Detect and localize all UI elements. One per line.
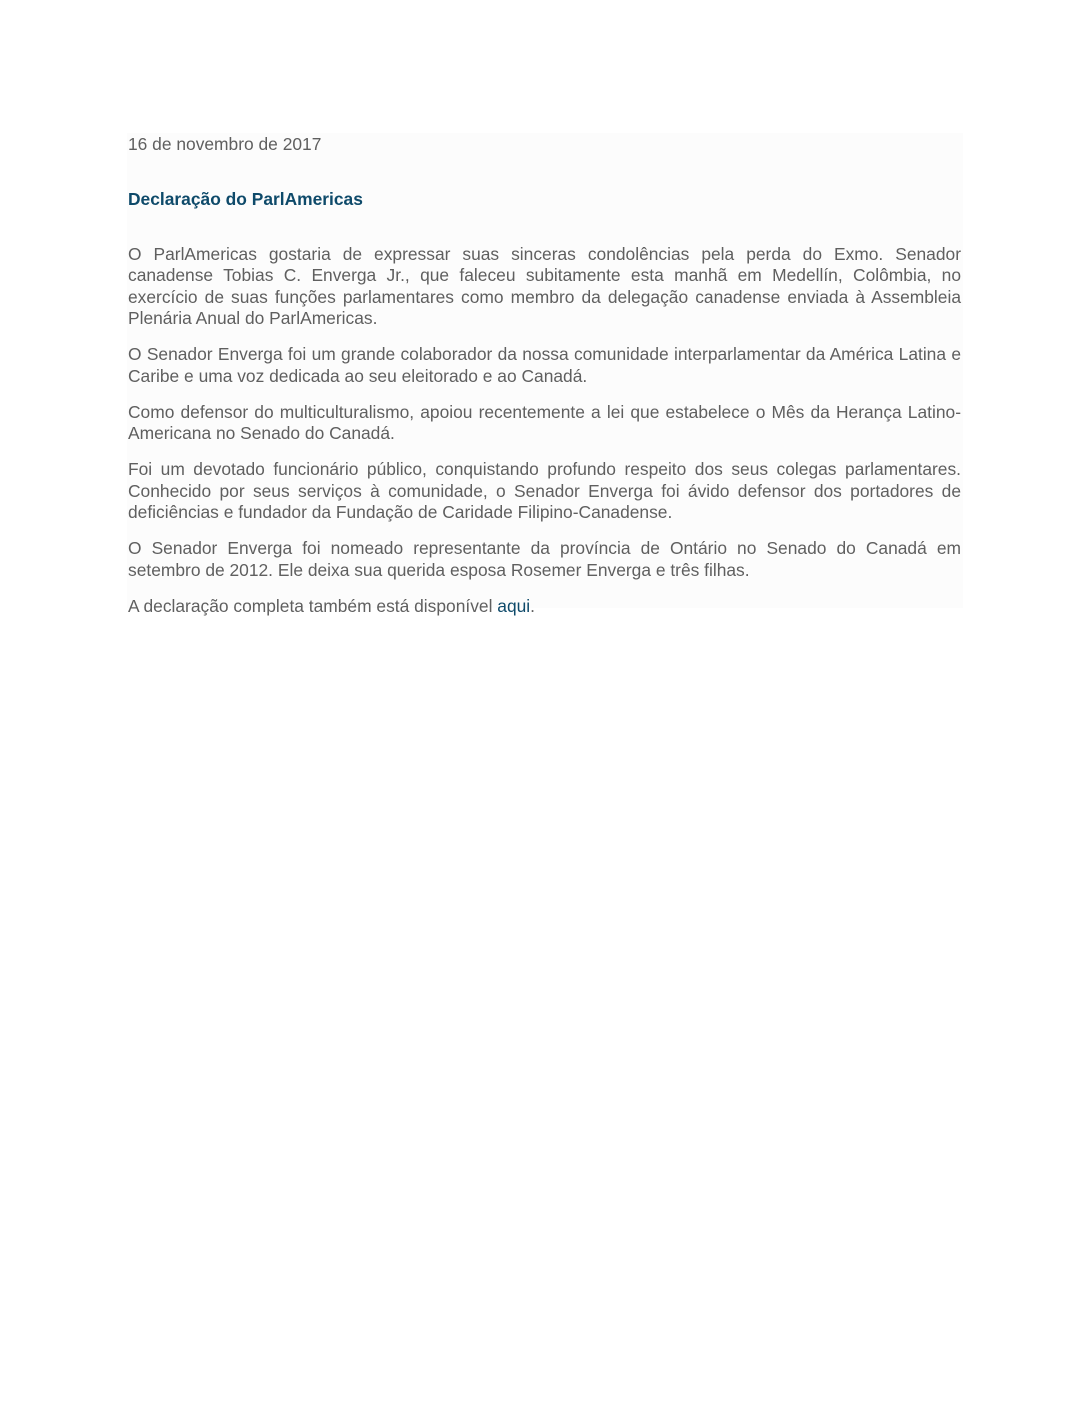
statement-block xyxy=(127,133,963,616)
paragraph-condolences: O ParlAmericas gostaria de expressar suas sinceras condolências pela perda do Exmo. Senador canadense Tobias C. Enverga Jr., que faleceu subitamente esta manhã em Medellín, Colômbia, no exercício de suas funções parlamentares como membro da delegação canadense enviada à Assembleia Plenária Anual do ParlAmericas. xyxy=(128,243,961,328)
statement-title: Declaração do ParlAmericas xyxy=(128,188,363,209)
full-statement-link[interactable]: aqui xyxy=(497,595,531,616)
closing-period: . xyxy=(530,595,536,616)
paragraph-multiculturalism: Como defensor do multiculturalismo, apoiou recentemente a lei que estabelece o Mês da Herança Latino-Americana no Senado do Canadá. xyxy=(128,401,961,443)
statement-date: 16 de novembro de 2017 xyxy=(128,134,322,154)
paragraph-appointment: O Senador Enverga foi nomeado representante da província de Ontário no Senado do Canadá em setembro de 2012. Ele deixa sua querida esposa Rosemer Enverga e três filhas. xyxy=(128,538,961,580)
paragraph-collaborator: O Senador Enverga foi um grande colaborador da nossa comunidade interparlamentar da América Latina e Caribe e uma voz dedicada ao seu eleitorado e ao Canadá. xyxy=(128,344,961,386)
closing-text: A declaração completa também está disponível xyxy=(128,595,498,616)
statement-content xyxy=(128,133,961,617)
paragraph-closing xyxy=(128,596,961,618)
paragraph-public-servant: Foi um devotado funcionário público, conquistando profundo respeito dos seus colegas parlamentares. Conhecido por seus serviços à comunidade, o Senador Enverga foi ávido defensor dos portadores de deficiências e fundador da Fundação de Caridade Filipino-Canadense. xyxy=(128,459,961,522)
